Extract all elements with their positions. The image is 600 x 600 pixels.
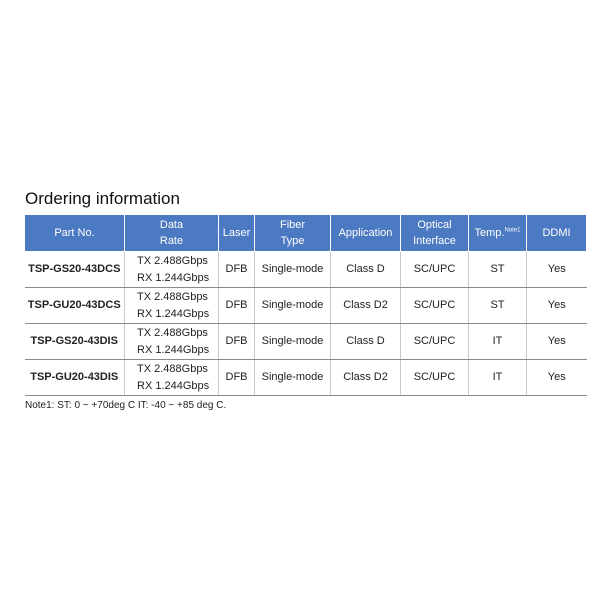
header-temp (469, 215, 527, 252)
header-data-rate (125, 215, 219, 252)
cell-application: Class D (331, 252, 401, 288)
header-optical-interface-line1: Optical (417, 219, 452, 231)
cell-fiber-type: Single-mode (255, 288, 331, 324)
cell-fiber-type: Single-mode (255, 324, 331, 360)
table-row (25, 288, 587, 324)
header-laser: Laser (219, 215, 255, 252)
header-temp-note: Note1 (504, 227, 521, 234)
header-temp-label: Temp. (474, 227, 505, 239)
cell-temp: IT (469, 324, 527, 360)
table-row (25, 360, 587, 396)
cell-data-rate (125, 324, 219, 360)
cell-ddmi: Yes (527, 288, 587, 324)
cell-part-no: TSP-GS20-43DCS (25, 252, 125, 288)
cell-ddmi: Yes (527, 360, 587, 396)
header-optical-interface (401, 215, 469, 252)
header-part-no: Part No. (25, 215, 125, 252)
cell-tx-rate: TX 2.488Gbps (137, 290, 208, 303)
cell-fiber-type: Single-mode (255, 252, 331, 288)
cell-optical-interface: SC/UPC (401, 324, 469, 360)
header-data-rate-line1: Data (159, 219, 184, 231)
header-application: Application (331, 215, 401, 252)
header-ddmi: DDMI (527, 215, 587, 252)
temperature-footnote: Note1: ST: 0 ~ +70deg C IT: -40 ~ +85 deg C. (25, 400, 227, 411)
cell-rx-rate: RX 1.244Gbps (137, 307, 210, 320)
table-row (25, 324, 587, 360)
cell-tx-rate: TX 2.488Gbps (137, 254, 208, 267)
cell-optical-interface: SC/UPC (401, 288, 469, 324)
cell-ddmi: Yes (527, 324, 587, 360)
table-header-row (25, 215, 587, 252)
cell-laser: DFB (219, 324, 255, 360)
cell-data-rate (125, 360, 219, 396)
cell-laser: DFB (219, 252, 255, 288)
header-fiber-type (255, 215, 331, 252)
ordering-information-section (24, 188, 586, 411)
cell-part-no: TSP-GS20-43DIS (25, 324, 125, 360)
cell-temp: ST (469, 252, 527, 288)
cell-ddmi: Yes (527, 252, 587, 288)
table-row (25, 252, 587, 288)
cell-data-rate (125, 252, 219, 288)
ordering-table (24, 214, 587, 396)
cell-application: Class D2 (331, 360, 401, 396)
cell-laser: DFB (219, 288, 255, 324)
cell-rx-rate: RX 1.244Gbps (137, 379, 210, 392)
header-optical-interface-line2: Interface (413, 235, 456, 247)
cell-fiber-type: Single-mode (255, 360, 331, 396)
cell-rx-rate: RX 1.244Gbps (137, 271, 210, 284)
cell-temp: IT (469, 360, 527, 396)
cell-part-no: TSP-GU20-43DCS (25, 288, 125, 324)
header-data-rate-line2: Rate (159, 235, 184, 247)
cell-data-rate (125, 288, 219, 324)
cell-optical-interface: SC/UPC (401, 252, 469, 288)
cell-tx-rate: TX 2.488Gbps (137, 326, 208, 339)
cell-part-no: TSP-GU20-43DIS (25, 360, 125, 396)
cell-tx-rate: TX 2.488Gbps (137, 362, 208, 375)
cell-rx-rate: RX 1.244Gbps (137, 343, 210, 356)
cell-laser: DFB (219, 360, 255, 396)
section-title: Ordering information (25, 189, 180, 208)
header-fiber-type-line1: Fiber (279, 219, 306, 231)
cell-temp: ST (469, 288, 527, 324)
cell-application: Class D (331, 324, 401, 360)
cell-application: Class D2 (331, 288, 401, 324)
header-fiber-type-line2: Type (280, 235, 305, 247)
cell-optical-interface: SC/UPC (401, 360, 469, 396)
